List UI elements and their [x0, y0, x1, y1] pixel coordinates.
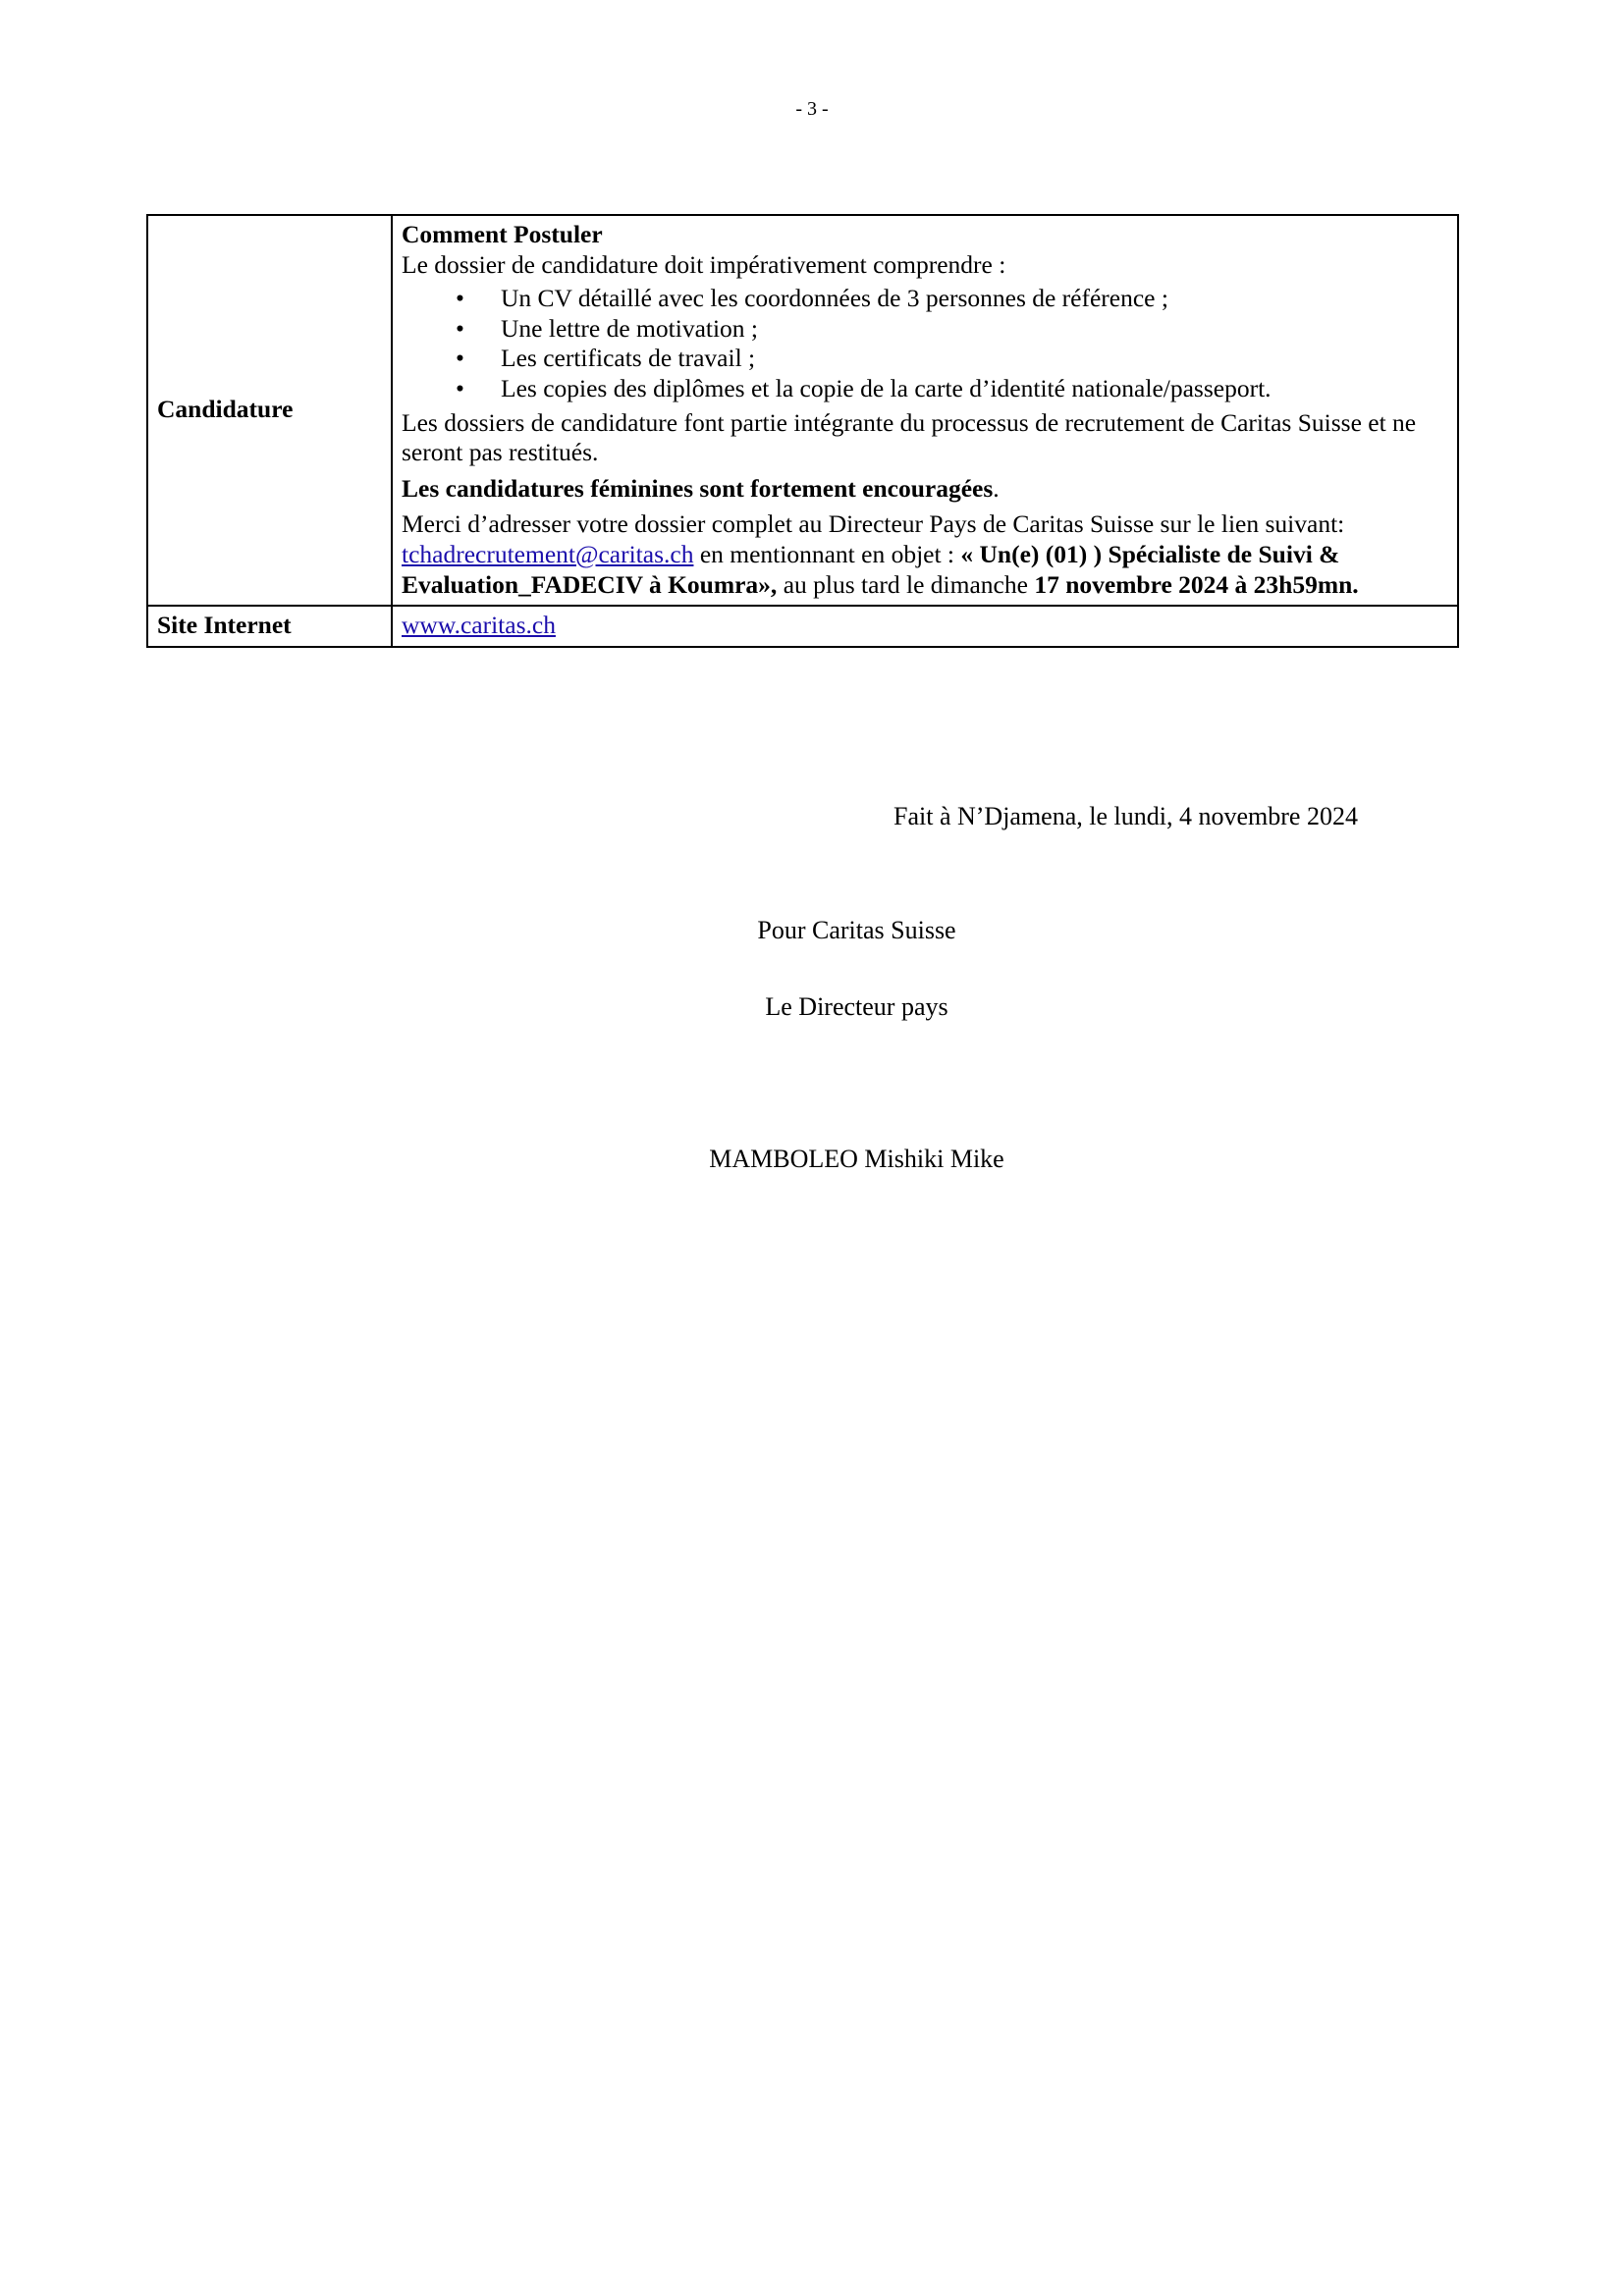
bullet-icon: •: [456, 284, 464, 313]
encouragement-text: [402, 474, 1448, 505]
list-item: [456, 314, 1448, 345]
encouragement-bold: Les candidatures féminines sont fortement encouragées: [402, 473, 994, 503]
encouragement-end: .: [993, 473, 1000, 503]
bullet-icon: •: [456, 373, 464, 402]
email-link[interactable]: tchadrecrutement@caritas.ch: [402, 539, 694, 568]
signatory-title: Le Directeur pays: [765, 992, 948, 1021]
signatory-name: MAMBOLEO Mishiki Mike: [709, 1145, 1004, 1173]
list-item-text: Un CV détaillé avec les coordonnées de 3 personnes de référence ;: [501, 284, 1168, 313]
send-instructions: [402, 509, 1448, 600]
list-item: [456, 374, 1448, 404]
candidature-table: [146, 214, 1459, 648]
send-intro: Merci d’adresser votre dossier complet au Directeur Pays de Caritas Suisse sur le lien suivant:: [402, 509, 1345, 539]
section-title: Comment Postuler: [402, 220, 603, 248]
candidature-label: Candidature: [147, 215, 392, 606]
list-item: [456, 284, 1448, 314]
list-item: [456, 344, 1448, 374]
candidature-content: [392, 215, 1458, 606]
send-middle: en mentionnant en objet :: [693, 539, 961, 568]
bullet-icon: •: [456, 313, 464, 343]
website-link[interactable]: www.caritas.ch: [402, 611, 556, 640]
subject-text: « Un(e) (01) ) Spécialiste de Suivi & Evaluation_FADECIV à Koumra»,: [402, 539, 1340, 599]
for-organization: Pour Caritas Suisse: [757, 916, 956, 944]
note-text: Les dossiers de candidature font partie intégrante du processus de recrutement de Caritas Suisse et ne seront pas restitués.: [402, 407, 1417, 467]
deadline-text: au plus tard le dimanche: [777, 569, 1035, 599]
list-item-text: Les certificats de travail ;: [501, 344, 756, 373]
deadline-date: 17 novembre 2024 à 23h59mn.: [1034, 569, 1359, 599]
intro-text: Le dossier de candidature doit impérativement comprendre :: [402, 249, 1006, 279]
table-row: [147, 606, 1458, 647]
list-item-text: Une lettre de motivation ;: [501, 313, 759, 343]
place-date: Fait à N’Djamena, le lundi, 4 novembre 2024: [893, 802, 1358, 830]
list-item-text: Les copies des diplômes et la copie de la carte d’identité nationale/passeport.: [501, 373, 1272, 402]
bullet-icon: •: [456, 344, 464, 373]
website-content: [392, 606, 1458, 647]
table-row: [147, 215, 1458, 606]
page-number: - 3 -: [795, 98, 829, 120]
website-label: Site Internet: [147, 606, 392, 647]
required-documents-list: [402, 284, 1448, 403]
